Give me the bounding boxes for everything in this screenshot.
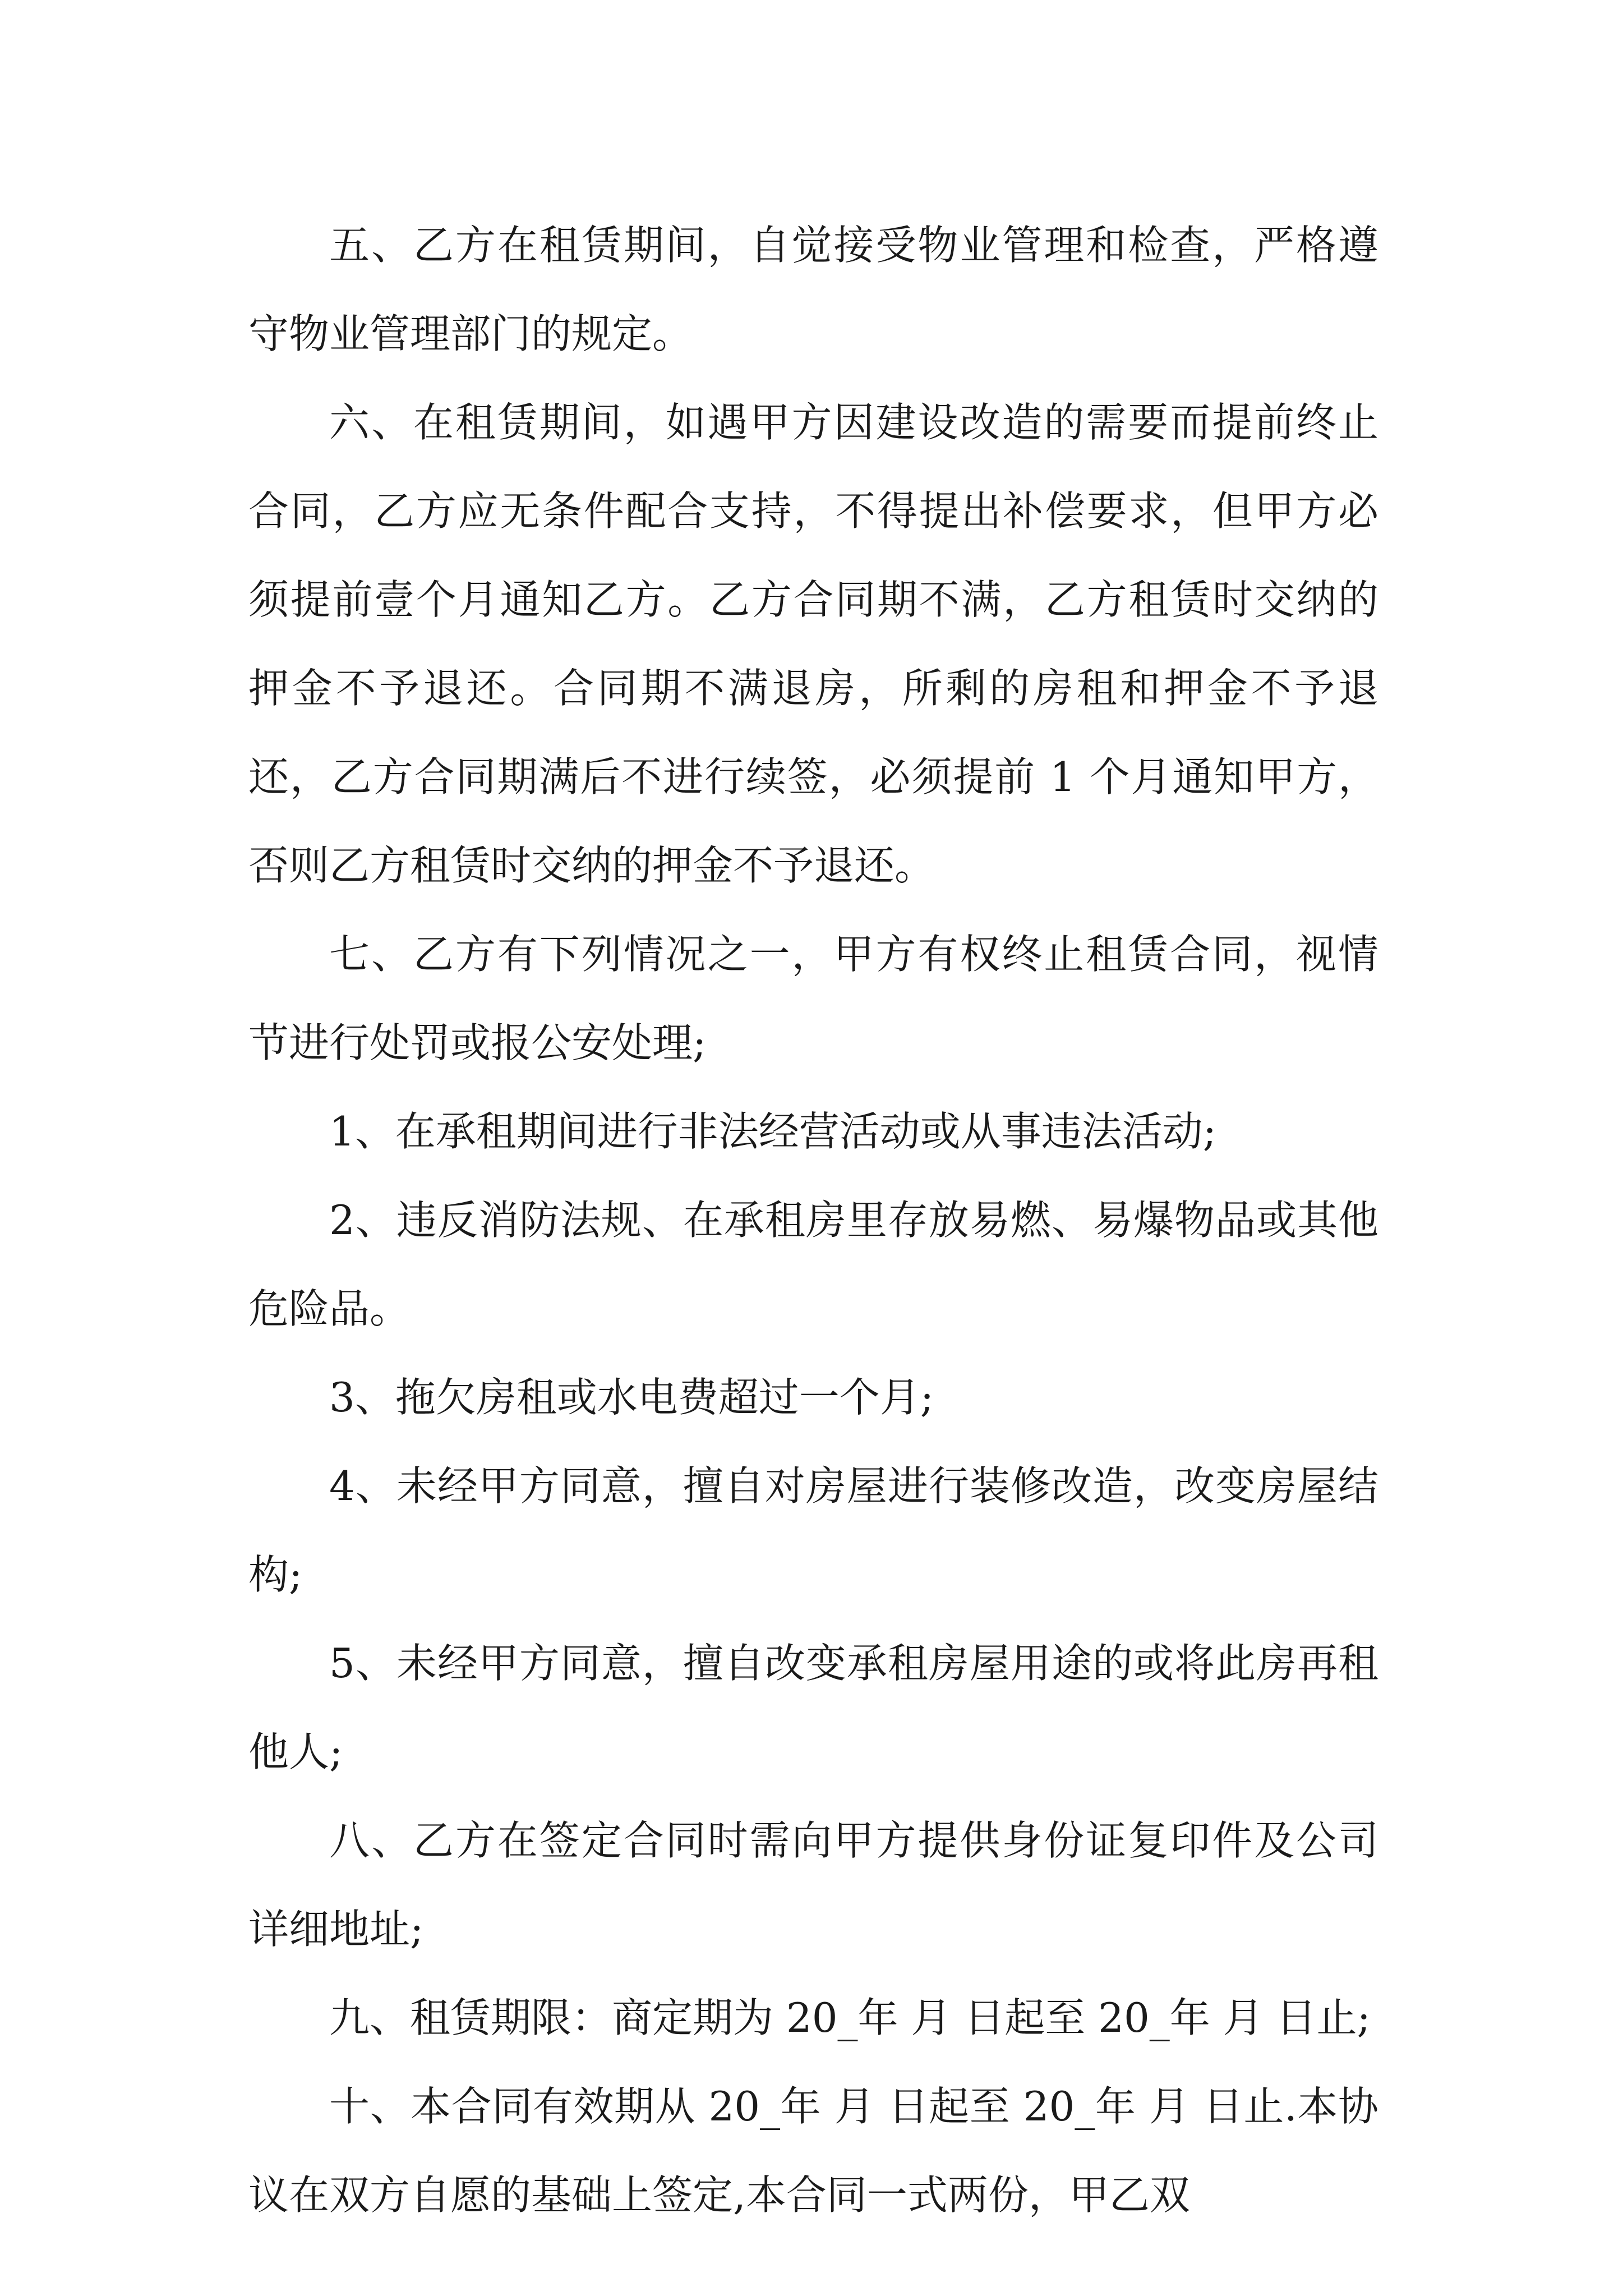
clause-7-item-4: 4、未经甲方同意，擅自对房屋进行装修改造，改变房屋结构; [248,1462,1378,1598]
clause-7-item-1: 1、在承租期间进行非法经营活动或从事违法活动; [329,1108,1217,1155]
clause-10-paragraph: 十、本合同有效期从 20_年 月 日起至 20_年 月 日止.本协议在双方自愿的基础上签定,本合同一式两份，甲乙双 [248,2083,1378,2219]
clause-7-item-5: 5、未经甲方同意，擅自改变承租房屋用途的或将此房再租他人; [248,1640,1378,1775]
document-body [248,201,1378,2239]
clause-6-paragraph: 六、在租赁期间，如遇甲方因建设改造的需要而提前终止合同，乙方应无条件配合支持，不得提出补偿要求，但甲方必须提前壹个月通知乙方。乙方合同期不满，乙方租赁时交纳的押金不予退还。合同期不满退房，所剩的房租和押金不予退还，乙方合同期满后不进行续签，必须提前 1 个月通知甲方，否则乙方租赁时交纳的押金不予退还。 [248,399,1378,889]
clause-9-paragraph: 九、租赁期限：商定期为 20_年 月 日起至 20_年 月 日止; [329,1994,1371,2041]
clause-7-paragraph: 七、乙方有下列情况之一，甲方有权终止租赁合同，视情节进行处罚或报公安处理; [248,931,1378,1066]
clause-7-item-2: 2、违反消防法规、在承租房里存放易燃、易爆物品或其他危险品。 [248,1197,1378,1332]
clause-5-paragraph: 五、乙方在租赁期间，自觉接受物业管理和检查，严格遵守物业管理部门的规定。 [248,222,1378,357]
clause-8-paragraph: 八、乙方在签定合同时需向甲方提供身份证复印件及公司详细地址; [248,1817,1378,1953]
clause-7-item-3: 3、拖欠房租或水电费超过一个月; [329,1374,934,1421]
